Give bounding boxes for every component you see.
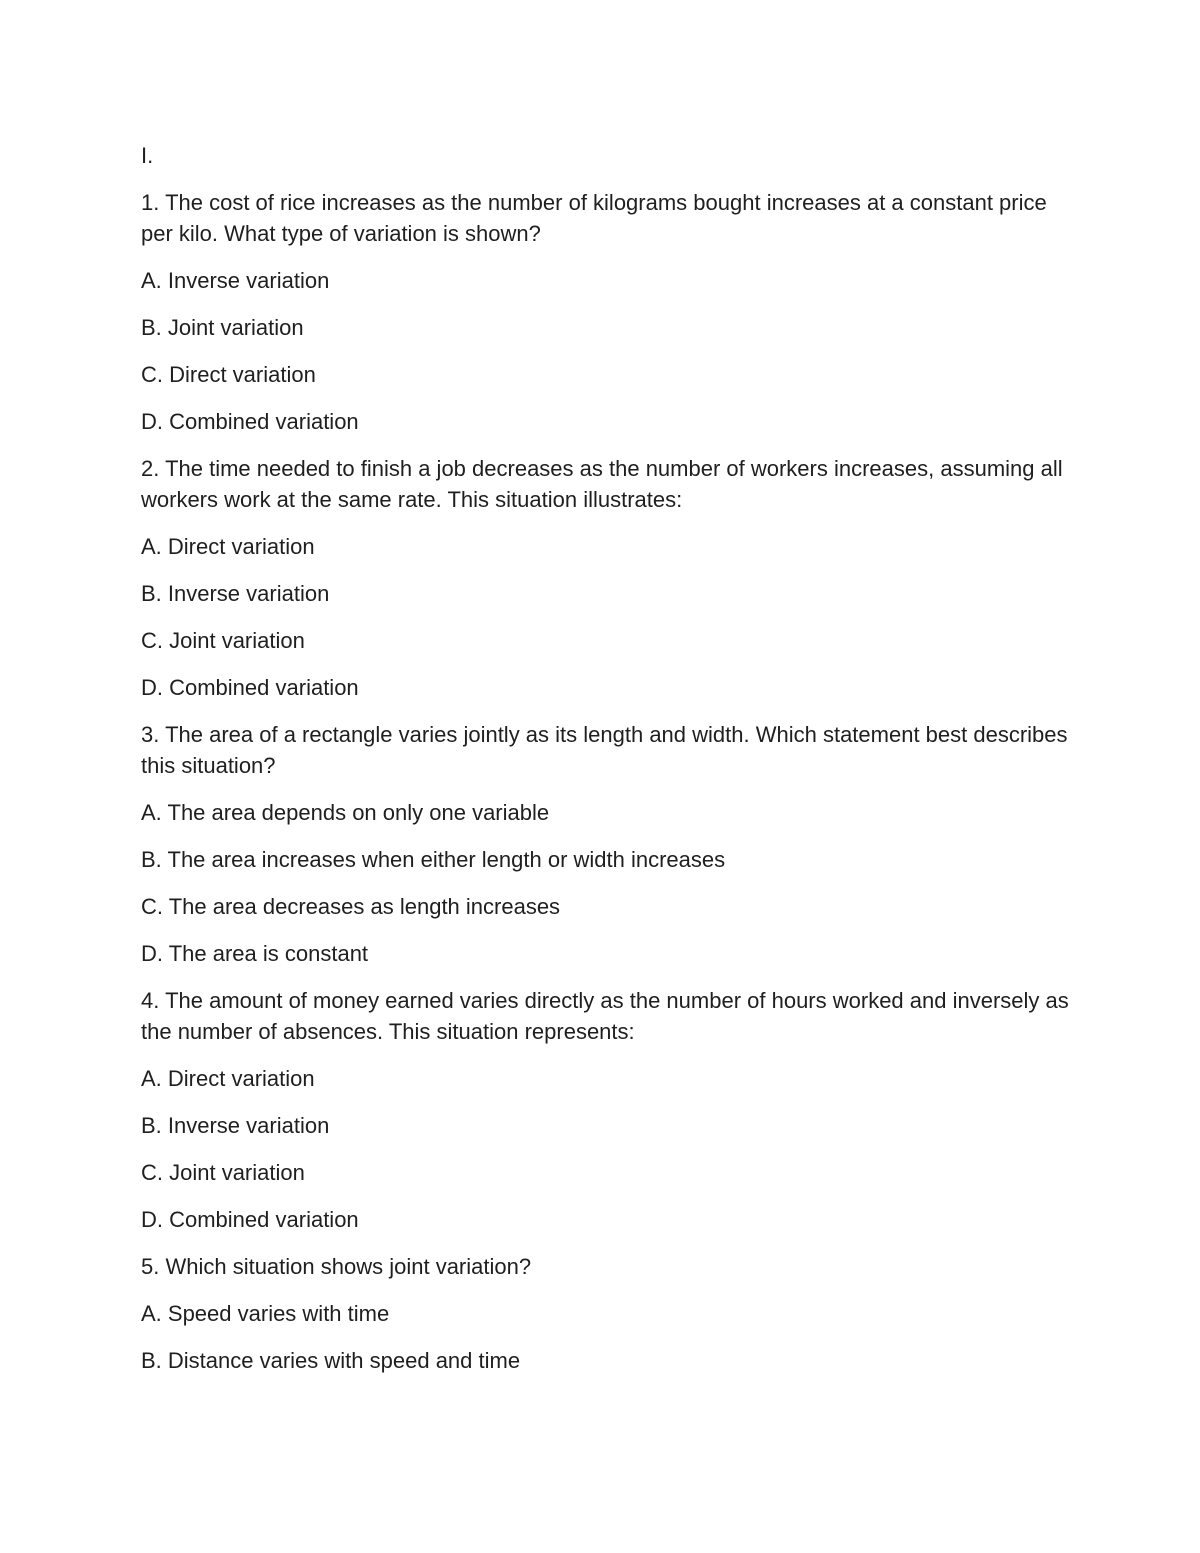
question-4 — [141, 985, 1071, 1235]
question-2 — [141, 453, 1071, 703]
option-c: C. The area decreases as length increases — [141, 894, 561, 919]
option-b: B. Inverse variation — [141, 581, 330, 606]
option-c: C. Joint variation — [141, 628, 305, 653]
option-d: D. The area is constant — [141, 941, 369, 966]
option-a: A. Direct variation — [141, 534, 315, 559]
option-a: A. Direct variation — [141, 1066, 315, 1091]
section-heading: I. — [141, 143, 154, 168]
option-b: B. The area increases when either length or width increases — [141, 847, 726, 872]
option-b: B. Joint variation — [141, 315, 304, 340]
question-text: 5. Which situation shows joint variation? — [141, 1254, 532, 1279]
question-5 — [141, 1251, 1071, 1376]
option-a: A. Inverse variation — [141, 268, 330, 293]
option-b: B. Inverse variation — [141, 1113, 330, 1138]
question-1 — [141, 187, 1071, 437]
question-text: 3. The area of a rectangle varies jointly as its length and width. Which statement best describes this situation? — [141, 722, 1068, 778]
option-d: D. Combined variation — [141, 675, 359, 700]
question-text: 2. The time needed to finish a job decreases as the number of workers increases, assuming all workers work at the same rate. This situation illustrates: — [141, 456, 1063, 512]
option-a: A. Speed varies with time — [141, 1301, 390, 1326]
option-c: C. Joint variation — [141, 1160, 305, 1185]
option-d: D. Combined variation — [141, 1207, 359, 1232]
option-c: C. Direct variation — [141, 362, 316, 387]
option-b: B. Distance varies with speed and time — [141, 1348, 521, 1373]
option-a: A. The area depends on only one variable — [141, 800, 550, 825]
document-page — [141, 140, 1071, 1392]
option-d: D. Combined variation — [141, 409, 359, 434]
question-text: 1. The cost of rice increases as the number of kilograms bought increases at a constant price per kilo. What type of variation is shown? — [141, 190, 1047, 246]
question-text: 4. The amount of money earned varies directly as the number of hours worked and inversely as the number of absences. This situation represents: — [141, 988, 1069, 1044]
question-3 — [141, 719, 1071, 969]
